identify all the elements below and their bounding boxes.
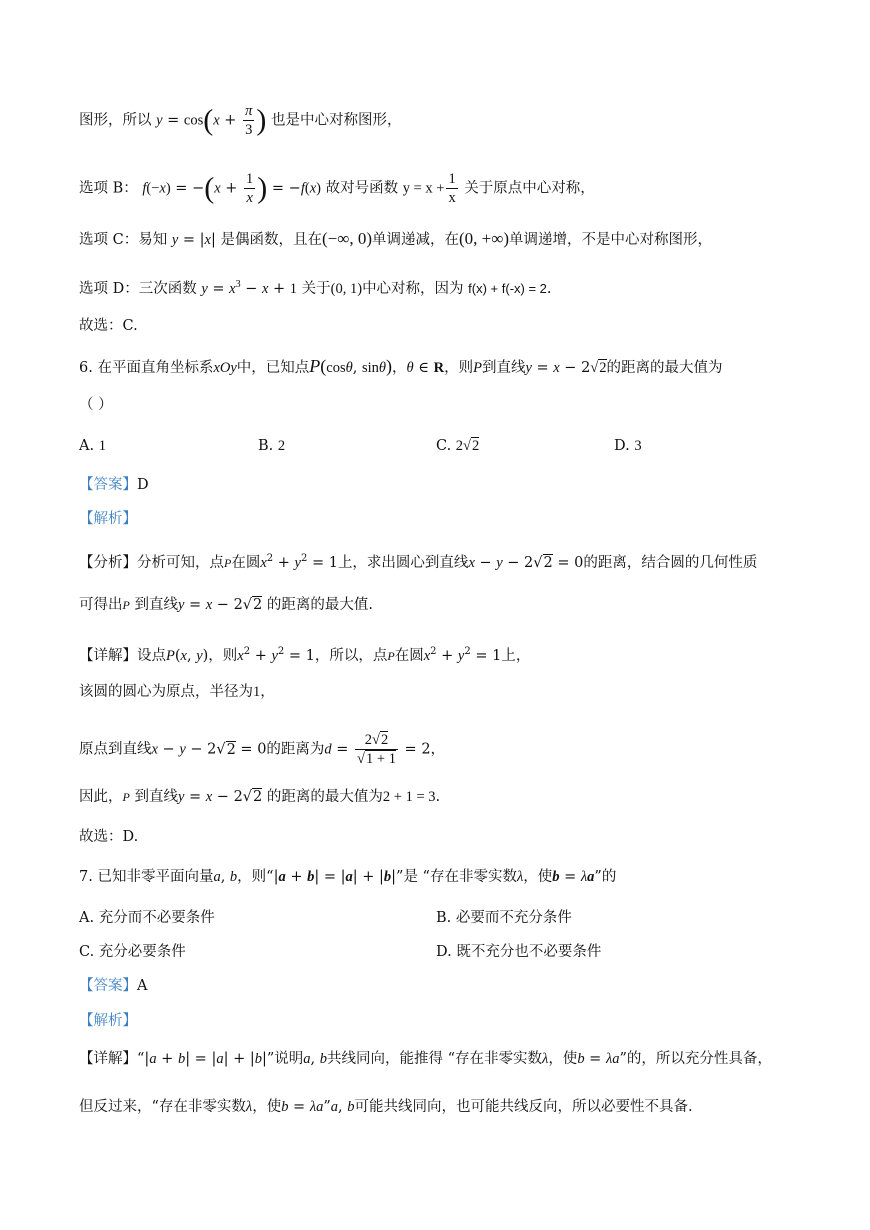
fraction: $\frac{\pi}{3}$ (245, 103, 253, 138)
text-line-4: 选项 D：三次函数 $y = x^3 - x + 1$ 关于(0, 1)中心对称，因为 f(x) + f(-x) = 2. (79, 279, 552, 297)
option-a: A. 1 (79, 438, 106, 454)
text: 中，已知点 (236, 360, 310, 376)
text-line-1: 图形，所以 y = cos(x + $\frac{\pi}{3}$ ) 也是中心对称图形， (79, 103, 402, 138)
option-a-7: A. 充分而不必要条件 (79, 910, 215, 926)
text: . (546, 280, 552, 297)
detail-6d: 因此，P 到直线y = x − 2√2 的距离的最大值为2 + 1 = 3. (79, 789, 441, 805)
text: 也是中心对称图形， (270, 112, 402, 129)
question-7: 7. 已知非零平面向量a, b，则“|a + b| = |a| + |b|”是 “存在非零实数λ，使b = λa”的 (79, 869, 617, 885)
answer-paren: （ ） (79, 397, 113, 413)
text: 的距离的最大值为 (606, 360, 723, 376)
detail-6b: 该圆的圆心为原点，半径为1， (79, 684, 275, 700)
analysis-6: 【分析】分析可知，点P在圆$x^2 + y^2 = 1$上，求出圆心到直线x − y − 2√2 = 0的距离，结合圆的几何性质 (79, 553, 758, 571)
text-line-3: 选项 C：易知 y = |x| 是偶函数，且在(−∞, 0)单调递减，在(0, +∞)单调递增，不是中心对称图形， (79, 229, 713, 248)
detail-6c: 原点到直线x − y − 2√2 = 0的距离为d = $\frac{2√2}{√1 + 1}$ = 2， (79, 732, 446, 767)
text: 故对号函数 (325, 180, 399, 197)
text: 是偶函数，且在 (220, 232, 322, 248)
option-d: D. 3 (614, 438, 642, 454)
text: 中心对称，因为 (362, 280, 464, 297)
text: 6. 在平面直角坐标系 (79, 360, 214, 376)
text: 选项 B： (79, 180, 138, 197)
option-c: C. 2√2 (436, 438, 480, 454)
text: 图形，所以 (79, 112, 152, 129)
text: ，则 (444, 360, 474, 376)
detail-6e: 故选：D. (79, 829, 139, 845)
answer-7: 【答案】A (79, 978, 148, 994)
detail-7: 【详解】“|a + b| = |a| + |b|”说明a, b共线同向，能推得 “存在非零实数λ，使b = λa”的，所以充分性具备， (79, 1051, 772, 1067)
text: 关于 (301, 280, 331, 297)
text: 关于原点中心对称， (464, 180, 595, 197)
analysis-6b: 可得出P 到直线y = x − 2√2 的距离的最大值. (79, 597, 373, 613)
answer-6: 【答案】D (79, 477, 149, 493)
option-d-7: D. 既不充分也不必要条件 (436, 944, 602, 960)
formula: y (156, 112, 163, 129)
option-b-7: B. 必要而不充分条件 (436, 910, 572, 926)
text: 到直线 (481, 360, 526, 376)
detail-7b: 但反过来，“存在非零实数λ，使b = λa”a, b可能共线同向，也可能共线反向，所以必要性不具备. (79, 1099, 693, 1115)
text: 选项 D：三次函数 (79, 280, 197, 297)
detail-6: 【详解】设点P(x, y)，则$x^2 + y^2 = 1$，所以，点P在圆$x^2 + y^2 = 1$上， (79, 646, 531, 664)
analysis-6-label: 【解析】 (79, 511, 137, 527)
text: 选项 C：易知 (79, 232, 168, 248)
text: ， (392, 360, 407, 376)
option-b: B. 2 (258, 438, 286, 454)
text-line-2: 选项 B： f(−x) = −(x + $\frac{1}{x}$ ) = −f(x) 故对号函数 y = x + $\frac{1}{x}$ 关于原点中心对称， (79, 171, 595, 206)
question-6: 6. 在平面直角坐标系xOy中，已知点P(cosθ, sinθ)，θ ∈ R，则P到直线y = x − 2√2的距离的最大值为 (79, 356, 723, 376)
option-c-7: C. 充分必要条件 (79, 944, 186, 960)
text: 单调递增，不是中心对称图形， (509, 232, 713, 248)
text-line-5: 故选：C. (79, 318, 138, 334)
analysis-7-label: 【解析】 (79, 1013, 137, 1029)
text: 单调递减，在 (372, 232, 459, 248)
